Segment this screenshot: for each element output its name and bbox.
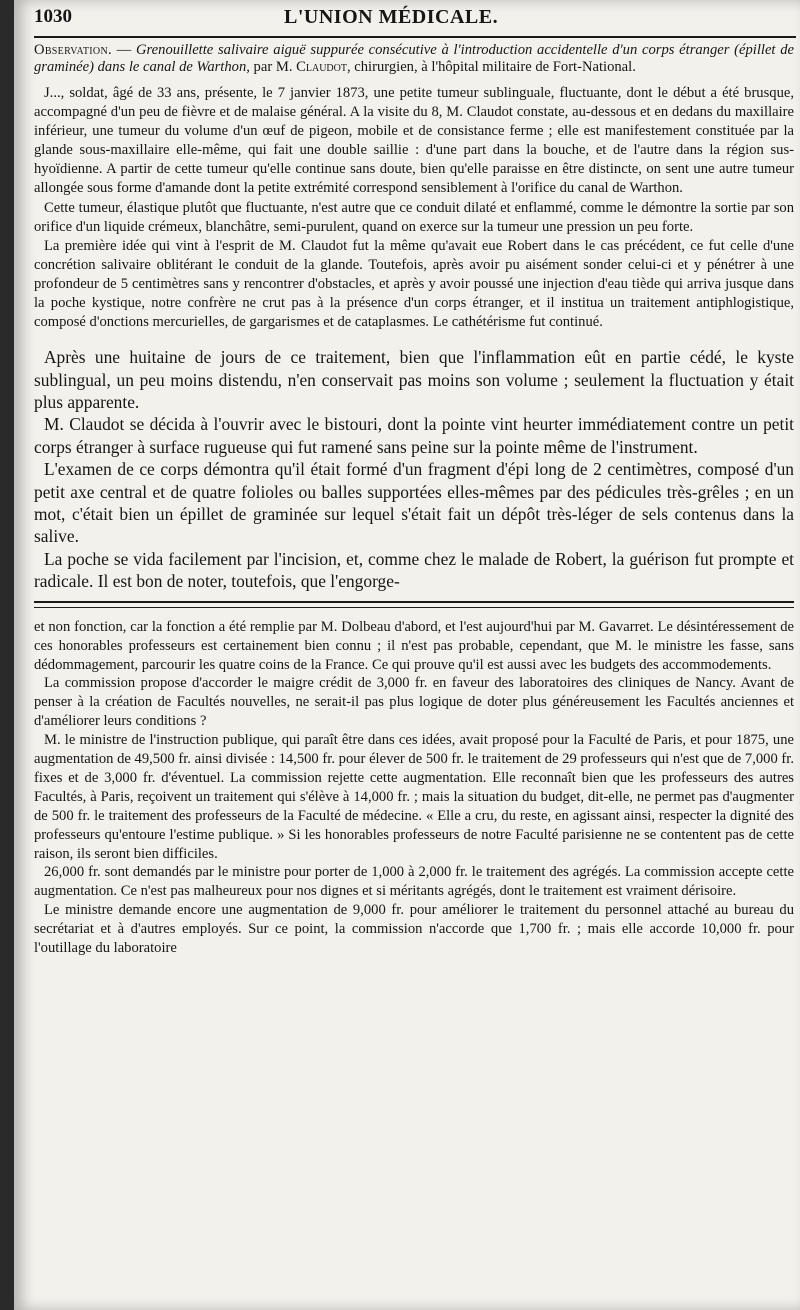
observation-author: Claudot, xyxy=(296,59,351,75)
page-number: 1030 xyxy=(34,6,72,27)
paragraph: La commission propose d'accorder le maigre crédit de 3,000 fr. en faveur des laboratoires des cliniques de Nancy. Avant de penser à la création de Facultés nouvelles, ne serait-il pas plus logique de doter plus généreusement les Facultés anciennes et d'améliorer leurs conditions ? xyxy=(34,675,794,730)
case-report-large-type xyxy=(34,346,794,592)
observation-affiliation: chirurgien, à l'hôpital militaire de Fort-National. xyxy=(350,59,636,75)
paragraph: M. Claudot se décida à l'ouvrir avec le bistouri, dont la pointe vint heurter immédiatement contre un petit corps étranger à surface rugueuse qui fut ramené sans peine sur la pointe même de l'instrument. xyxy=(34,414,794,457)
paragraph: La poche se vida facilement par l'incision, et, comme chez le malade de Robert, la guérison fut prompte et radicale. Il est bon de noter, toutefois, que l'engorge- xyxy=(34,548,794,592)
case-report-small-type xyxy=(34,84,794,332)
page-header xyxy=(34,6,794,32)
feuilleton-separator xyxy=(34,601,794,608)
observation-by: par M. xyxy=(249,59,297,75)
header-rule xyxy=(34,36,796,38)
paragraph: La première idée qui vint à l'esprit de M. Claudot fut la même qu'avait eue Robert dans le cas précédent, ce fut celle d'une concrétion salivaire oblitérant le conduit de la glande. Toutefois, après avoir pu aisément sonder celui-ci et y pénétrer à une profondeur de 5 centimètres sans y rencontrer d'obstacles, et après y avoir poussé une injection d'eau tiède qui arriva jusque dans la poche kystique, notre confrère ne crut pas à la présence d'un corps étranger, et il institua un traitement antiphlogistique, composé d'onctions mercurielles, de gargarismes et de cataplasmes. Le cathétérisme fut continué. xyxy=(34,237,794,331)
observation-dash: — xyxy=(111,42,136,58)
observation-title: Grenouillette salivaire aiguë suppurée consécutive à l'introduction accidentelle d'un corps étranger (épillet de graminée) dans le canal de Warthon, xyxy=(34,42,794,75)
paragraph: J..., soldat, âgé de 33 ans, présente, le 7 janvier 1873, une petite tumeur sublinguale, fluctuante, dont le début a été brusque, accompagné d'un peu de fièvre et de malaise général. A la visite du 8, M. Claudot constate, au-dessous et en dedans du maxillaire inférieur, une tumeur du volume d'un œuf de pigeon, mobile et de consistance ferme ; elle est manifestement constituée par la glande sous-maxillaire elle-même, qui fait une double saillie : d'une part dans la bouche, et de l'autre dans la région sus-hyoïdienne. A partir de cette tumeur qu'elle continue sans doute, bien qu'elle paraisse en être distincte, on sent une autre tumeur allongée sous forme d'amande dont la petite extrémité correspond sensiblement à l'orifice du canal de Warthon. xyxy=(34,85,794,197)
paragraph: 26,000 fr. sont demandés par le ministre pour porter de 1,000 à 2,000 fr. le traitement des agrégés. La commission accepte cette augmentation. Ce n'est pas malheureux pour nos dignes et si méritants agrégés, dont le traitement est vraiment dérisoire. xyxy=(34,864,794,900)
paragraph: M. le ministre de l'instruction publique, qui paraît être dans ces idées, avait proposé pour la Faculté de Paris, et pour 1875, une augmentation de 49,500 fr. ainsi divisée : 14,500 fr. pour élever de 500 fr. le traitement de 29 professeurs qui n'est que de 7,000 fr. fixes et de 3,000 fr. d'éventuel. La commission rejette cette augmentation. Elle reconnaît bien que les professeurs des autres Facultés, à Paris, reçoivent un traitement qui s'élève à 14,000 fr. ; mais la situation du budget, dit-elle, ne permet pas d'augmenter de 500 fr. le traitement des professeurs de la Faculté de médecine. « Elle a cru, du reste, en agissant ainsi, respecter la dignité des professeurs qu'entoure l'estime publique. » Si les honorables professeurs de notre Faculté parisienne ne se contentent pas de cette raison, ils seront bien difficiles. xyxy=(34,732,794,862)
paragraph: Après une huitaine de jours de ce traitement, bien que l'inflammation eût en partie cédé, le kyste sublingual, un peu moins distendu, n'en conservait pas moins son volume ; seulement la fluctuation y était plus apparente. xyxy=(34,347,794,413)
article-content xyxy=(34,42,794,958)
journal-title: L'UNION MÉDICALE. xyxy=(284,6,499,28)
observation-heading xyxy=(34,42,794,76)
feuilleton-section xyxy=(34,618,794,958)
paragraph: Le ministre demande encore une augmentation de 9,000 fr. pour améliorer le traitement du personnel attaché au bureau du secrétariat et à d'autres employés. Sur ce point, la commission n'accorde que 1,700 fr. ; mais elle accorde 10,000 fr. pour l'outillage du laboratoire xyxy=(34,902,794,957)
paragraph: L'examen de ce corps démontra qu'il était formé d'un fragment d'épi long de 2 centimètres, composé d'un petit axe central et de quatre folioles ou balles supportées elles-mêmes par des pédicules très-grêles ; en un mot, c'était bien un épillet de graminée sur lequel s'était fait un dépôt très-léger de sels contenus dans la salive. xyxy=(34,459,794,547)
observation-label: Observation. xyxy=(34,42,112,58)
paragraph: Cette tumeur, élastique plutôt que fluctuante, n'est autre que ce conduit dilaté et enflammé, comme le démontre la sortie par son orifice d'un liquide crémeux, blanchâtre, semi-purulent, quand on exerce sur la tumeur une pression un peu forte. xyxy=(34,199,794,235)
newspaper-page xyxy=(14,0,800,1310)
paragraph: et non fonction, car la fonction a été remplie par M. Dolbeau d'abord, et l'est aujourd'hui par M. Gavarret. Le désintéressement de ces honorables professeurs est certainement bien connu ; il n'est pas probable, cependant, que M. le ministre les fasse, sans dédommagement, parcourir les quatre coins de la France. Ce qui prouve qu'il est aussi avec les budgets des accommodements. xyxy=(34,618,794,673)
